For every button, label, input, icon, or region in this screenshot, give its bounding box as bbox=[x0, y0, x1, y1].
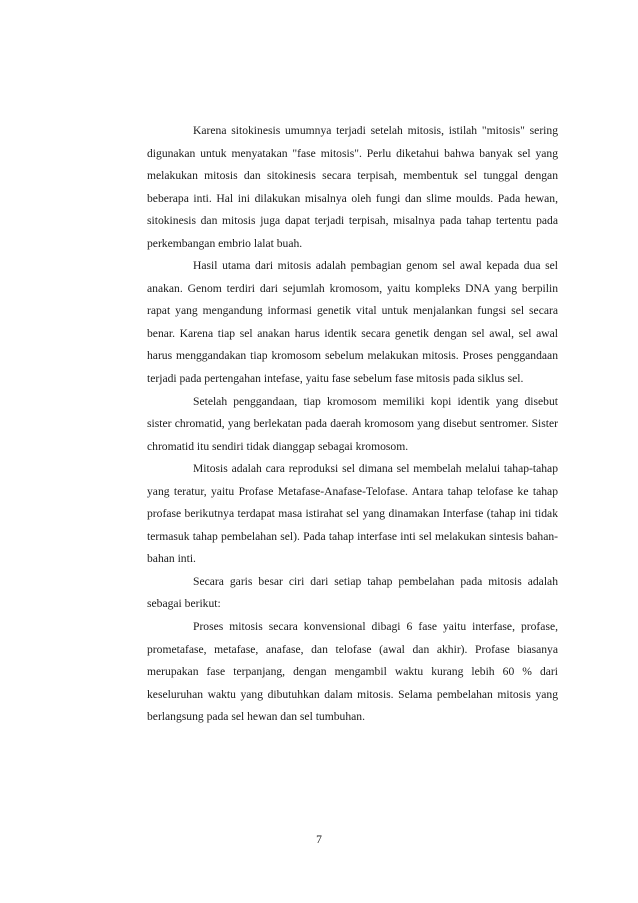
paragraph-4: Mitosis adalah cara reproduksi sel dimana sel membelah melalui tahap-tahap yang teratur, yaitu Profase Metafase-Anafase-Telofase. Antara tahap telofase ke tahap profase berikutnya terdapat masa istirahat sel yang dinamakan Interfase (tahap ini tidak termasuk tahap pembelahan sel). Pada tahap interfase inti sel melakukan sintesis bahan-bahan inti. bbox=[147, 462, 558, 566]
paragraph-2: Hasil utama dari mitosis adalah pembagian genom sel awal kepada dua sel anakan. Genom terdiri dari sejumlah kromosom, yaitu kompleks DNA yang berpilin rapat yang mengandung informasi genetik vital untuk menjalankan fungsi sel secara benar. Karena tiap sel anakan harus identik secara genetik dengan sel awal, sel awal harus menggandakan tiap kromosom sebelum melakukan mitosis. Proses penggandaan terjadi pada pertengahan intefase, yaitu fase sebelum fase mitosis pada siklus sel. bbox=[147, 259, 558, 386]
body-text bbox=[147, 120, 558, 729]
page-number: 7 bbox=[316, 833, 322, 846]
paragraph-3: Setelah penggandaan, tiap kromosom memiliki kopi identik yang disebut sister chromatid, yang berlekatan pada daerah kromosom yang disebut sentromer. Sister chromatid itu sendiri tidak dianggap sebagai kromosom. bbox=[147, 394, 558, 453]
paragraph-1: Karena sitokinesis umumnya terjadi setelah mitosis, istilah "mitosis" sering digunakan untuk menyatakan "fase mitosis". Perlu diketahui bahwa banyak sel yang melakukan mitosis dan sitokinesis secara terpisah, membentuk sel tunggal dengan beberapa inti. Hal ini dilakukan misalnya oleh fungi dan slime moulds. Pada hewan, sitokinesis dan mitosis juga dapat terjadi terpisah, misalnya pada tahap tertentu pada perkembangan embrio lalat buah. bbox=[147, 124, 558, 250]
paragraph-6: Proses mitosis secara konvensional dibagi 6 fase yaitu interfase, profase, prometafase, metafase, anafase, dan telofase (awal dan akhir). Profase biasanya merupakan fase terpanjang, dengan mengambil waktu kurang lebih 60 % dari keseluruhan waktu yang dibutuhkan dalam mitosis. Selama pembelahan mitosis yang berlangsung pada sel hewan dan sel tumbuhan. bbox=[147, 620, 558, 724]
paragraph-5: Secara garis besar ciri dari setiap tahap pembelahan pada mitosis adalah sebagai berikut: bbox=[147, 574, 558, 611]
